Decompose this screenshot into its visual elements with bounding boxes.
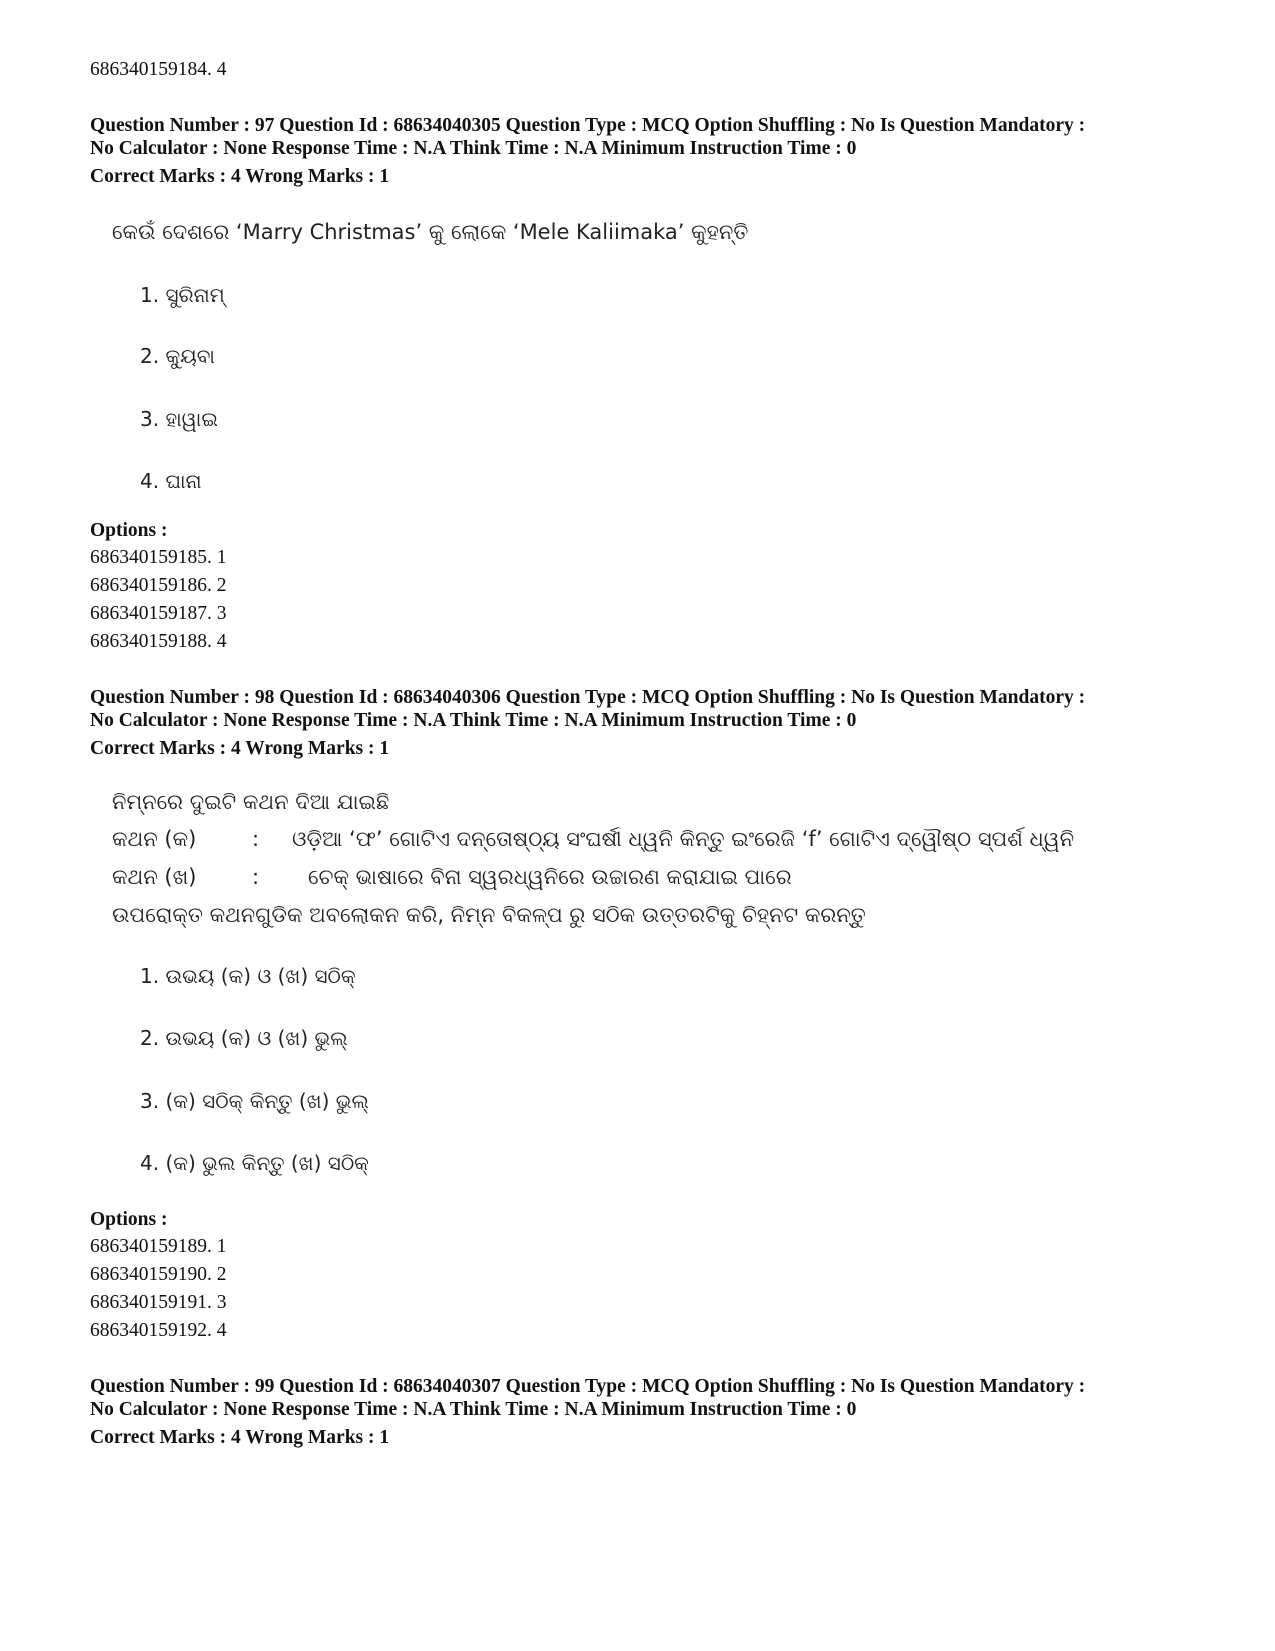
statement-colon: : [252,827,260,851]
question-header-line2: No Calculator : None Response Time : N.A Think Time : N.A Minimum Instruction Time : 0 [90,1399,857,1420]
question-marks: Correct Marks : 4 Wrong Marks : 1 [90,166,390,187]
option-line: 686340159192. 4 [90,1320,227,1341]
question-text: କେଉଁ ଦେଶରେ ‘Marry Christmas’ କୁ ଲୋକେ ‘Mele Kaliimaka’ କୁହନ୍ତି [112,220,749,244]
choice-item: 1. ସୁରିନାମ୍ [140,283,225,307]
choice-item: 2. କ୍ୟୁବା [140,344,215,368]
statement-b-text: ଚେକ୍ ଭାଷାରେ ବିନା ସ୍ୱରଧ୍ୱନିରେ ଉଚ୍ଚାରଣ କରାଯାଇ ପାରେ [308,865,792,889]
choice-item: 3. ହାୱାଇ [140,407,218,431]
choice-item: 4. ଘାନା [140,469,202,493]
option-line: 686340159186. 2 [90,575,227,596]
statement-a [112,826,1074,852]
option-line: 686340159189. 1 [90,1236,227,1257]
options-label: Options : [90,520,168,541]
question-header-line1: Question Number : 99 Question Id : 68634040307 Question Type : MCQ Option Shuffling : No Is Question Mandatory : [90,1376,1086,1397]
option-line: 686340159190. 2 [90,1264,227,1285]
question-marks: Correct Marks : 4 Wrong Marks : 1 [90,1427,390,1448]
statement-b-label: କଥନ (ଖ) [112,865,197,889]
choice-item: 1. ଉଭୟ (କ) ଓ (ଖ) ସଠିକ୍ [140,964,356,988]
option-line: 686340159185. 1 [90,547,227,568]
question-header-line2: No Calculator : None Response Time : N.A Think Time : N.A Minimum Instruction Time : 0 [90,710,857,731]
option-line: 686340159188. 4 [90,631,227,652]
option-line: 686340159187. 3 [90,603,227,624]
option-line: 686340159184. 4 [90,59,227,80]
question-intro: ନିମ୍ନରେ ଦୁଇଟି କଥନ ଦିଆ ଯାଇଛି [112,790,390,814]
question-instruction: ଉପରୋକ୍ତ କଥନଗୁଡିକ ଅବଲୋକନ କରି, ନିମ୍ନ ବିକଳ୍ପ ରୁ ସଠିକ ଉତ୍ତରଟିକୁ ଚିହ୍ନଟ କରନ୍ତୁ [112,903,866,927]
question-marks: Correct Marks : 4 Wrong Marks : 1 [90,738,390,759]
choice-item: 2. ଉଭୟ (କ) ଓ (ଖ) ଭୁଲ୍ [140,1026,348,1050]
choice-item: 3. (କ) ସଠିକ୍ କିନ୍ତୁ (ଖ) ଭୁଲ୍ [140,1089,369,1113]
question-header-line2: No Calculator : None Response Time : N.A Think Time : N.A Minimum Instruction Time : 0 [90,138,857,159]
statement-a-label: କଥନ (କ) [112,827,197,851]
options-label: Options : [90,1209,168,1230]
statement-a-text: ଓଡ଼ିଆ ‘ଫ’ ଗୋଟିଏ ଦନ୍ତୋଷ୍ଠ୍ୟ ସଂଘର୍ଷୀ ଧ୍ୱନି କିନ୍ତୁ ଇଂରେଜି ‘f’ ଗୋଟିଏ ଦ୍ୱୌଷ୍ଠ ସ୍ପର୍ଶ ଧ୍ୱନି [292,827,1075,851]
statement-b [112,864,792,890]
option-line: 686340159191. 3 [90,1292,227,1313]
question-header-line1: Question Number : 97 Question Id : 68634040305 Question Type : MCQ Option Shuffling : No Is Question Mandatory : [90,115,1086,136]
question-header-line1: Question Number : 98 Question Id : 68634040306 Question Type : MCQ Option Shuffling : No Is Question Mandatory : [90,687,1086,708]
choice-item: 4. (କ) ଭୁଲ କିନ୍ତୁ (ଖ) ସଠିକ୍ [140,1151,369,1175]
statement-colon: : [252,865,260,889]
